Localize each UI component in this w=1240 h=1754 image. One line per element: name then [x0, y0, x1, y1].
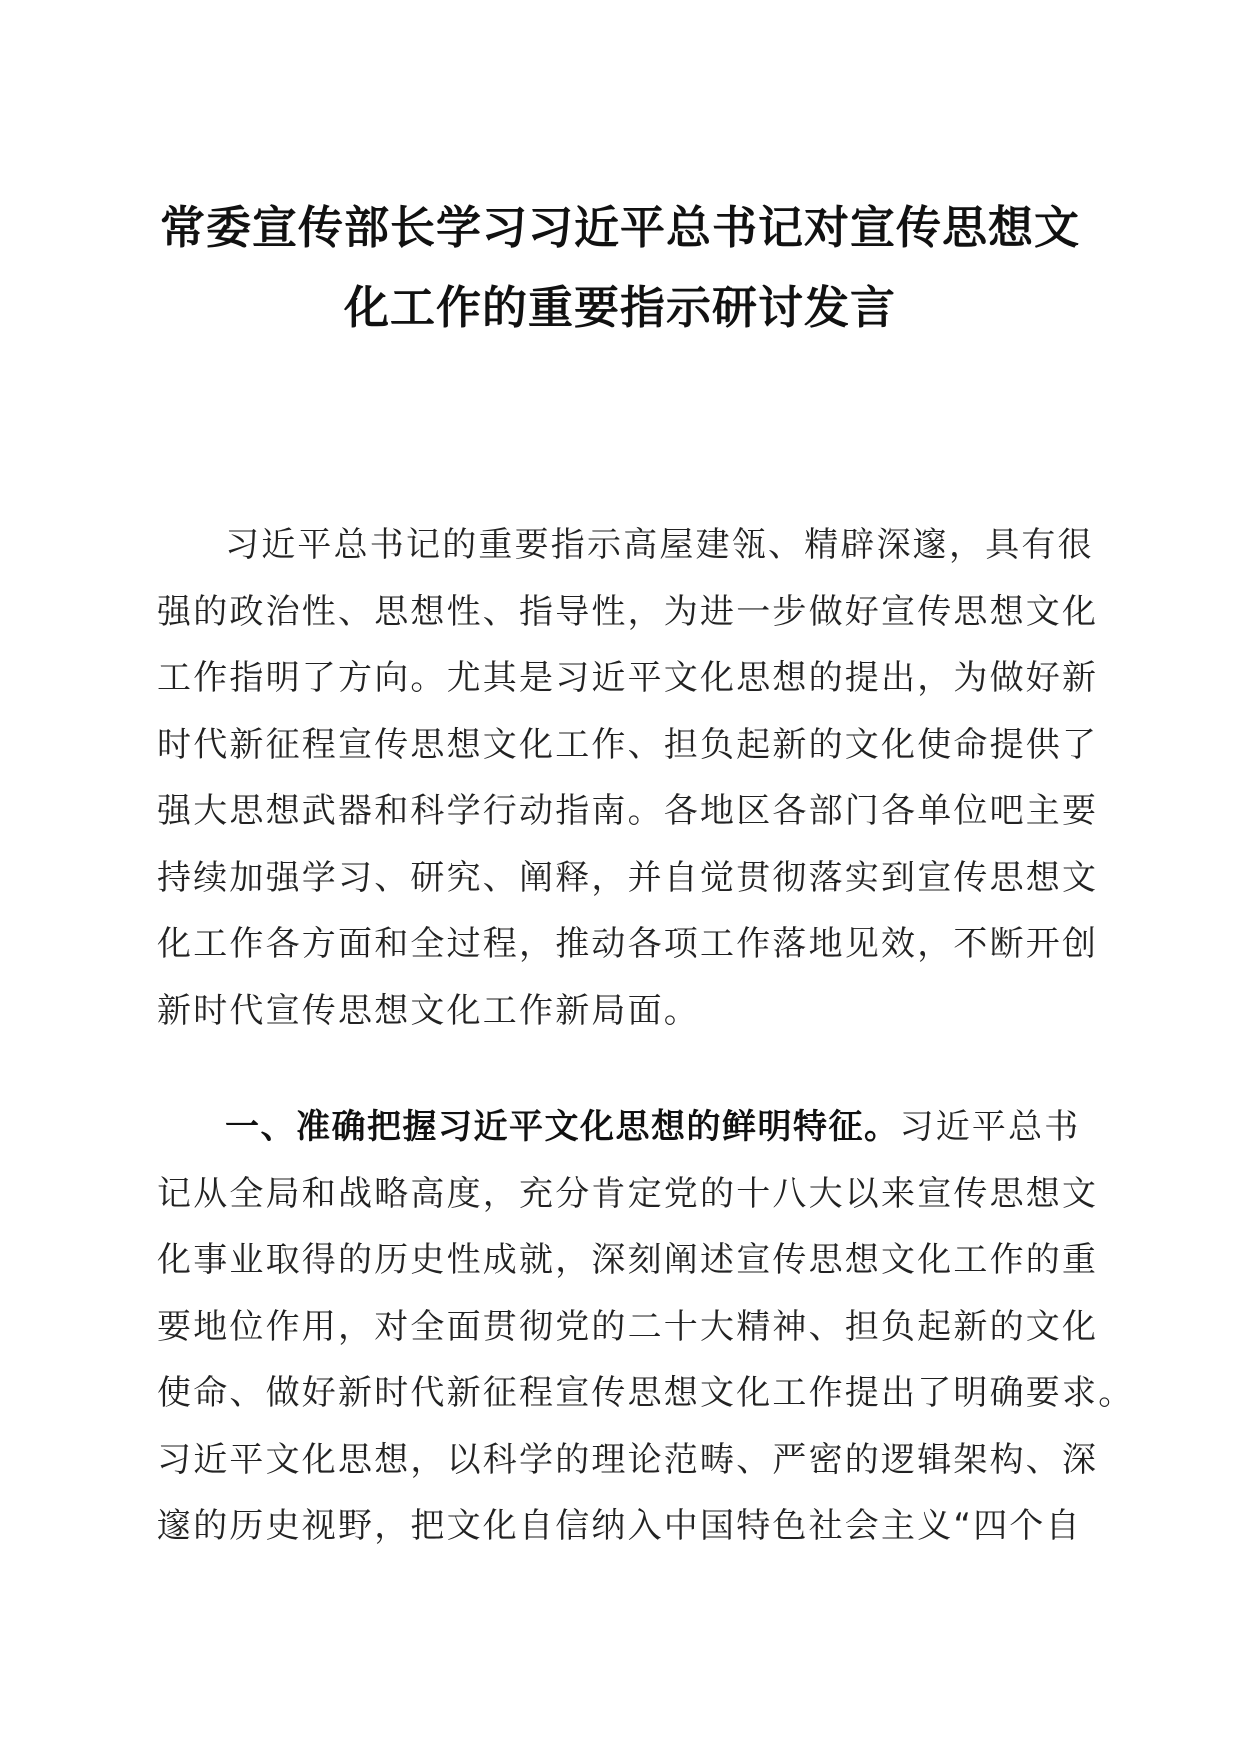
paragraph-line: 新时代宣传思想文化工作新局面。: [157, 990, 700, 1031]
paragraph-line: 化事业取得的历史性成就，深刻阐述宣传思想文化工作的重: [157, 1240, 1099, 1280]
paragraph-line: 要地位作用，对全面贯彻党的二十大精神、担负起新的文化: [157, 1306, 1099, 1347]
paragraph-line: 邃的历史视野，把文化自信纳入中国特色社会主义“四个自: [157, 1506, 1082, 1546]
paragraph-line: 强的政治性、思想性、指导性，为进一步做好宣传思想文化: [157, 591, 1099, 632]
paragraph-line: 时代新征程宣传思想文化工作、担负起新的文化使命提供了: [157, 724, 1099, 765]
intro-paragraph: [157, 512, 1099, 1044]
section-first-line-rest: 习近平总书: [899, 1107, 1081, 1147]
title-line-2: 化工作的重要指示研讨发言: [343, 281, 896, 334]
title-line-1: 常委宣传部长学习习近平总书记对宣传思想文: [159, 201, 1080, 254]
paragraph-line: 使命、做好新时代新征程宣传思想文化工作提出了明确要求。: [157, 1373, 1135, 1413]
document-title: [140, 188, 1100, 348]
section-heading: 一、准确把握习近平文化思想的鲜明特征。: [225, 1107, 900, 1147]
section-first-line: [157, 1094, 1081, 1161]
paragraph-line: 记从全局和战略高度，充分肯定党的十八大以来宣传思想文: [157, 1173, 1099, 1214]
paragraph-line: 习近平总书记的重要指示高屋建瓴、精辟深邃，具有很: [225, 525, 1094, 565]
paragraph-line: 持续加强学习、研究、阐释，并自觉贯彻落实到宣传思想文: [157, 857, 1099, 898]
paragraph-line: 习近平文化思想，以科学的理论范畴、严密的逻辑架构、深: [157, 1439, 1099, 1480]
section-one-paragraph: [157, 1094, 1135, 1560]
paragraph-line: 强大思想武器和科学行动指南。各地区各部门各单位吧主要: [157, 791, 1099, 831]
paragraph-line: 化工作各方面和全过程，推动各项工作落地见效，不断开创: [157, 924, 1099, 964]
paragraph-line: 工作指明了方向。尤其是习近平文化思想的提出，为做好新: [157, 658, 1099, 698]
